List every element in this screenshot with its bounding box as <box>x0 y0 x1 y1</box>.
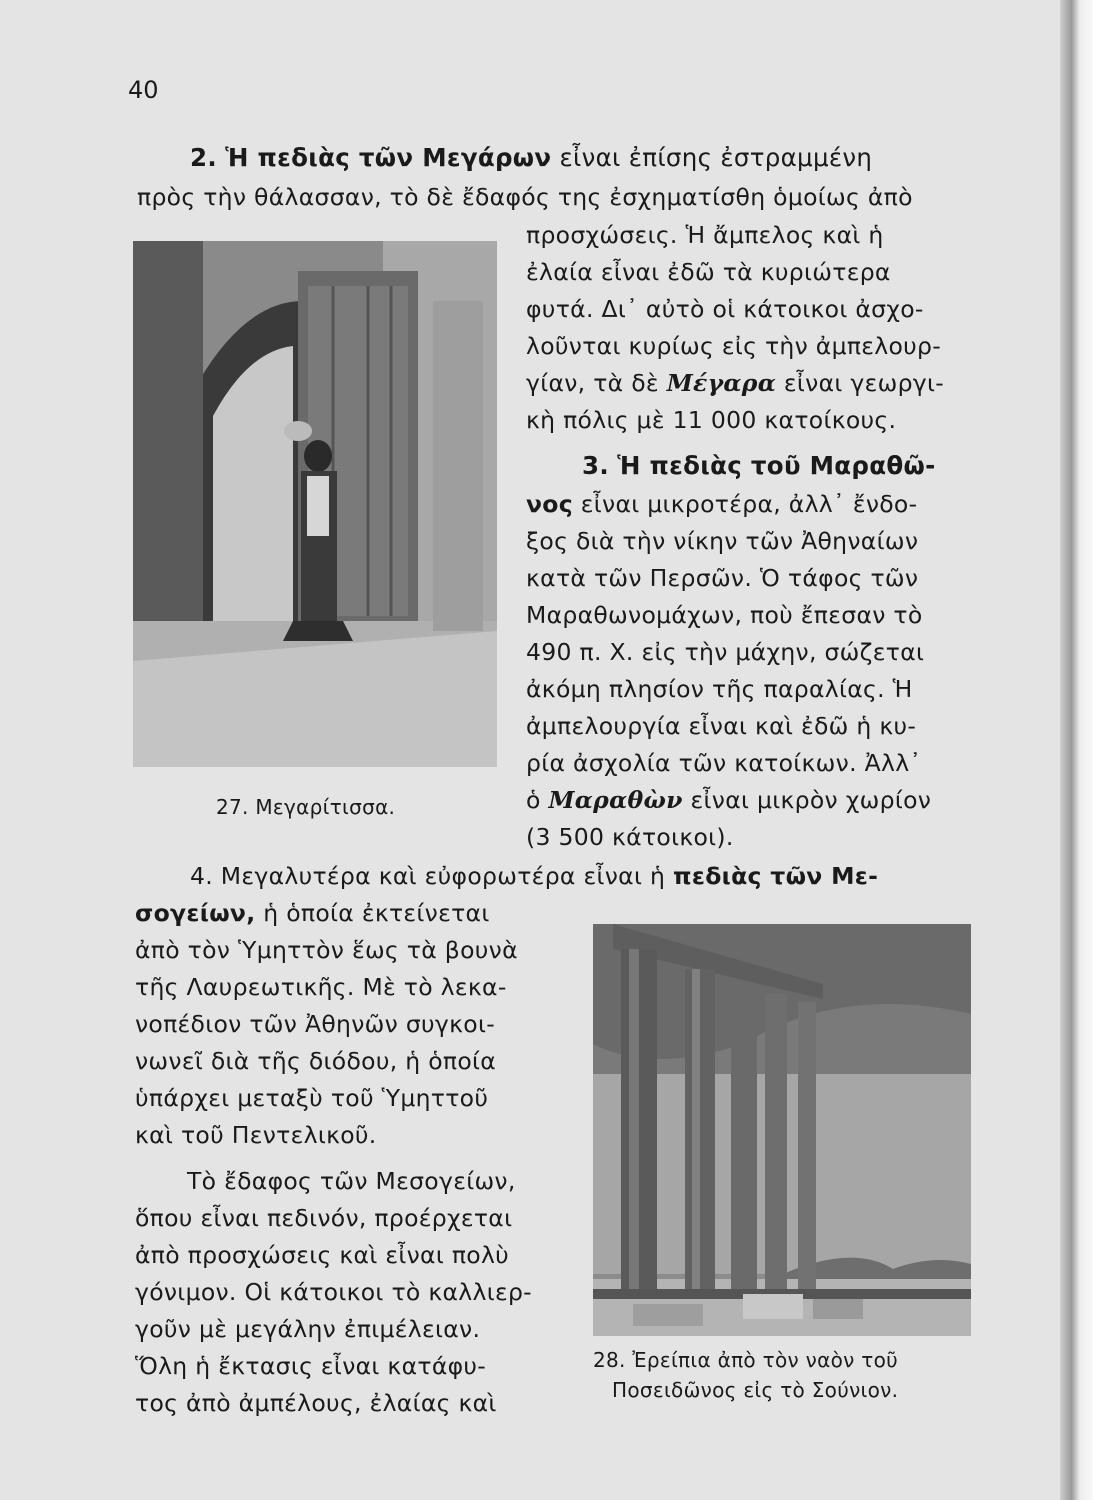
text-span: 4. Μεγαλυτέρα καὶ εὐφορωτέρα εἶναι ἡ <box>190 862 666 890</box>
section-heading: πεδιὰς τῶν Με- <box>672 862 879 890</box>
page-edge-shadow <box>1060 0 1093 1500</box>
emphasis-marathon: Μαραθὼν <box>548 786 683 814</box>
text-line: γόνιμον. Οἱ κάτοικοι τὸ καλλιερ- <box>135 1278 532 1306</box>
section-heading: Ἡ πεδιὰς τῶν Μεγάρων <box>225 143 552 172</box>
section-heading-cont: νος <box>526 490 573 518</box>
text-line: 490 π. Χ. εἰς τὴν μάχην, σώζεται <box>526 638 925 666</box>
text-line: ὑπάρχει μεταξὺ τοῦ Ὑμηττοῦ <box>135 1084 489 1112</box>
photo-image <box>593 924 971 1336</box>
text-line <box>135 899 490 927</box>
text-line: ἀκόμη πλησίον τῆς παραλίας. Ἡ <box>526 675 913 703</box>
photo-sounion-temple <box>593 924 971 1336</box>
section-number: 2. <box>190 143 217 172</box>
text-line <box>526 490 918 518</box>
text-span: γίαν, τὰ δὲ <box>526 369 659 397</box>
text-line: ξος διὰ τὴν νίκην τῶν Ἀθηναίων <box>526 527 919 555</box>
text-line: ρία ἀσχολία τῶν κατοίκων. Ἀλλ᾽ <box>526 749 922 777</box>
text-line: φυτά. Δι᾽ αὐτὸ οἱ κάτοικοι ἀσχο- <box>526 295 924 323</box>
photo-image <box>133 241 497 767</box>
section-number: 3. <box>582 451 609 480</box>
text-line: ἀμπελουργία εἶναι καὶ ἐδῶ ἡ κυ- <box>526 712 917 740</box>
text-line: καὶ τοῦ Πεντελικοῦ. <box>135 1121 377 1149</box>
text-line: ἀπὸ τὸν Ὑμηττὸν ἕως τὰ βουνὰ <box>135 936 518 964</box>
text-line: Τὸ ἔδαφος τῶν Μεσογείων, <box>187 1167 516 1195</box>
text-line: νοπέδιον τῶν Ἀθηνῶν συγκοι- <box>135 1010 495 1038</box>
text-line: τῆς Λαυρεωτικῆς. Μὲ τὸ λεκα- <box>135 973 507 1001</box>
text-span: ἡ ὁποία ἐκτείνεται <box>263 899 490 927</box>
text-line: ὅπου εἶναι πεδινόν, προέρχεται <box>135 1204 513 1232</box>
text-line: νωνεῖ διὰ τῆς διόδου, ἡ ὁποία <box>135 1047 497 1075</box>
text-line <box>526 786 932 814</box>
text-span: εἶναι μικρὸν χωρίον <box>690 786 932 814</box>
text-line: προσχώσεις. Ἡ ἄμπελος καὶ ἡ <box>526 221 884 249</box>
photo-megara-woman <box>133 241 497 767</box>
text-line: ἀπὸ προσχώσεις καὶ εἶναι πολὺ <box>135 1241 510 1269</box>
text-line: (3 500 κάτοικοι). <box>526 823 734 851</box>
page-number: 40 <box>128 76 159 104</box>
section-heading: Ἡ πεδιὰς τοῦ Μαραθῶ- <box>617 451 936 480</box>
text-span: εἶναι ἐπίσης ἐστραμμένη <box>559 143 873 172</box>
text-line: πρὸς τὴν θάλασσαν, τὸ δὲ ἔδαφός της ἐσχηματίσθη ὁμοίως ἀπὸ <box>137 183 913 211</box>
text-line <box>582 451 936 480</box>
text-line: ἐλαία εἶναι ἐδῶ τὰ κυριώτερα <box>526 258 891 286</box>
text-span: ὁ <box>526 786 541 814</box>
figure-28-caption-line1: 28. Ἐρείπια ἀπὸ τὸν ναὸν τοῦ <box>593 1348 899 1372</box>
text-line <box>190 143 873 172</box>
text-line: κατὰ τῶν Περσῶν. Ὁ τάφος τῶν <box>526 564 919 592</box>
text-line <box>190 862 879 890</box>
text-span: εἶναι γεωργι- <box>783 369 945 397</box>
section-heading-cont: σογείων, <box>135 899 256 927</box>
text-span: εἶναι μικροτέρα, ἀλλ᾽ ἔνδο- <box>580 490 918 518</box>
text-line: Ὅλη ἡ ἔκτασις εἶναι κατάφυ- <box>135 1352 487 1380</box>
figure-27-caption: 27. Μεγαρίτισσα. <box>216 795 396 819</box>
text-line: τος ἀπὸ ἀμπέλους, ἐλαίας καὶ <box>135 1389 497 1417</box>
text-line: γοῦν μὲ μεγάλην ἐπιμέλειαν. <box>135 1315 481 1343</box>
text-line: κὴ πόλις μὲ 11 000 κατοίκους. <box>526 406 897 434</box>
text-line: λοῦνται κυρίως εἰς τὴν ἀμπελουρ- <box>526 332 942 360</box>
text-line <box>526 369 945 397</box>
emphasis-megara: Μέγαρα <box>666 369 777 397</box>
figure-28-caption-line2: Ποσειδῶνος εἰς τὸ Σούνιον. <box>612 1378 899 1402</box>
text-line: Μαραθωνομάχων, ποὺ ἔπεσαν τὸ <box>526 601 923 629</box>
